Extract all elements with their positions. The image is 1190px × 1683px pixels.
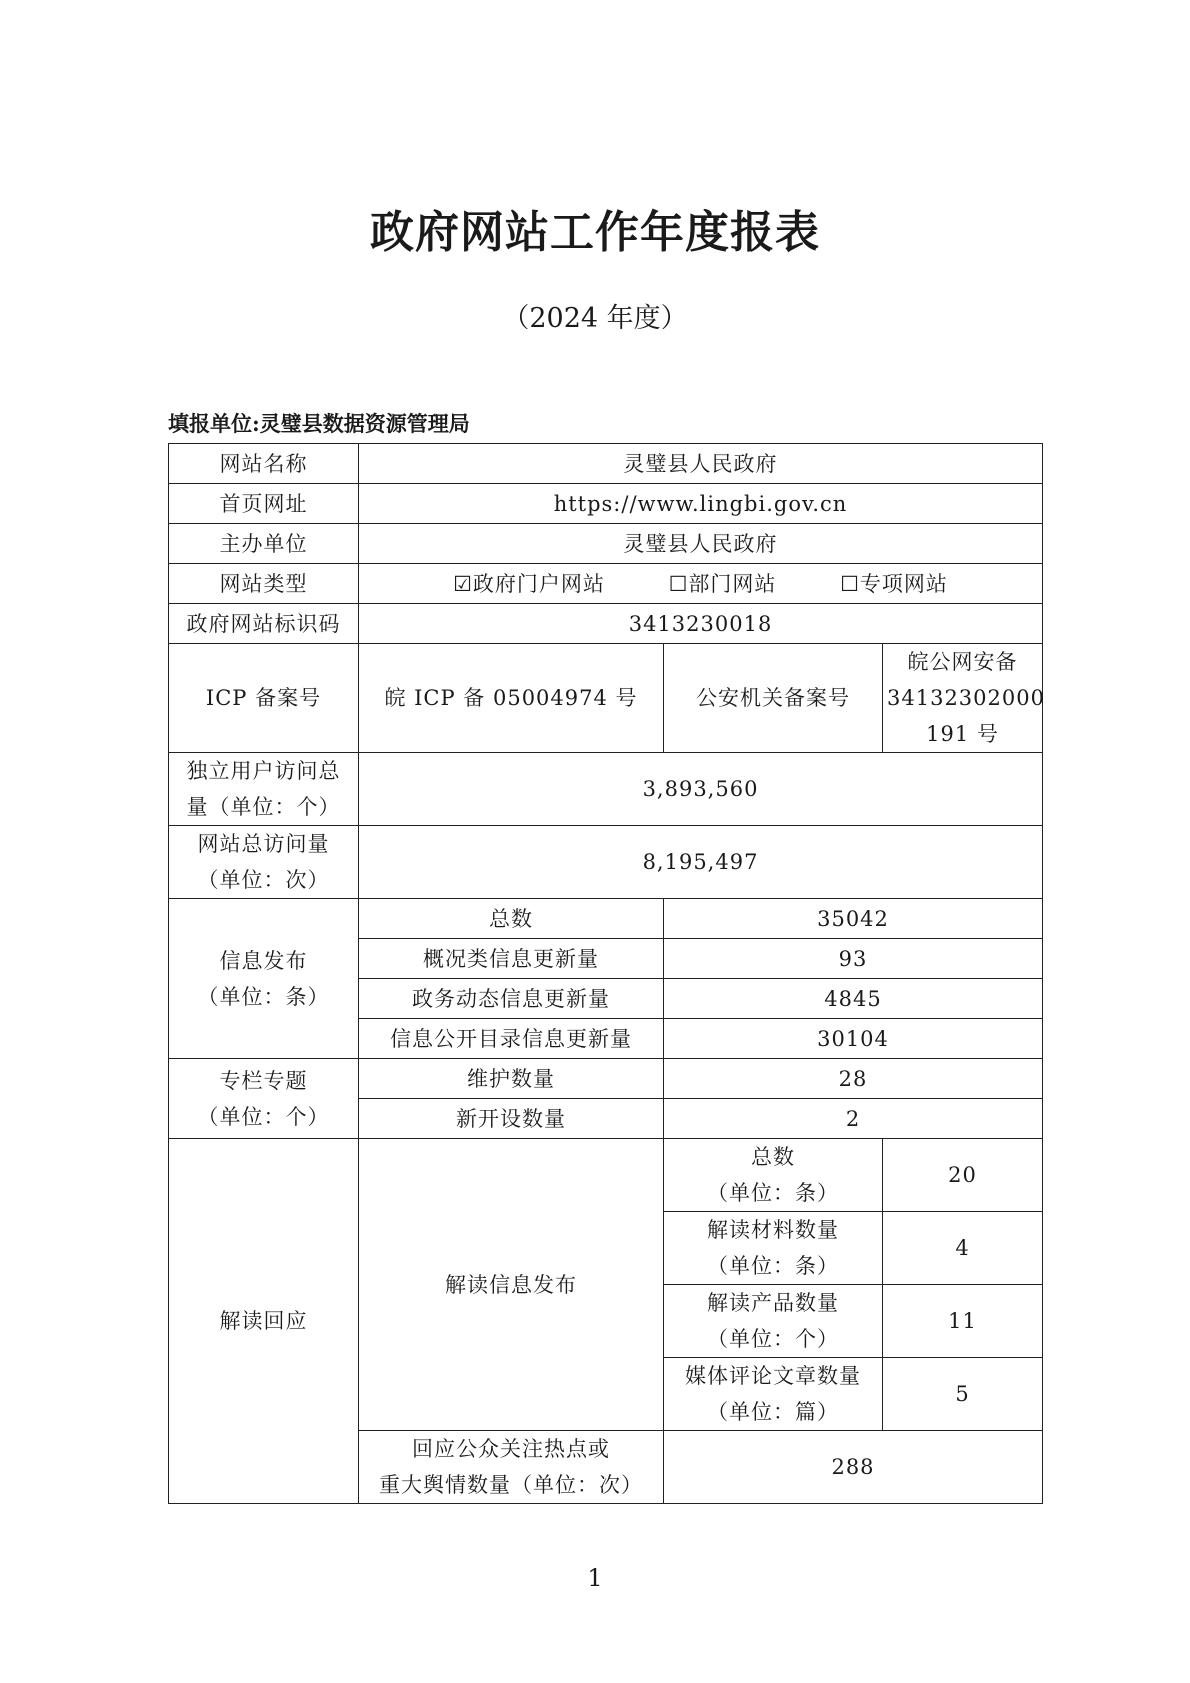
- info-row-label: 概况类信息更新量: [359, 939, 664, 979]
- police-label: 公安机关备案号: [664, 644, 883, 753]
- info-row-value: 35042: [664, 899, 1043, 939]
- info-row-label: 信息公开目录信息更新量: [359, 1019, 664, 1059]
- site-code-label: 政府网站标识码: [169, 604, 359, 644]
- table-row: [169, 604, 1043, 644]
- homepage-value: https://www.lingbi.gov.cn: [359, 484, 1043, 524]
- info-row-label: 总数: [359, 899, 664, 939]
- uv-label: [169, 753, 359, 826]
- table-row: [169, 753, 1043, 826]
- site-type-special-checkbox: ☐专项网站: [840, 571, 948, 596]
- table-row: [169, 444, 1043, 484]
- interpret-row-value: 5: [883, 1358, 1043, 1431]
- column-row-value: 2: [664, 1099, 1043, 1139]
- column-row-label: 维护数量: [359, 1059, 664, 1099]
- response-value: 288: [664, 1431, 1043, 1504]
- table-row: [169, 524, 1043, 564]
- site-code-value: 3413230018: [359, 604, 1043, 644]
- response-label: [359, 1431, 664, 1504]
- police-value: [883, 644, 1043, 753]
- icp-label: ICP 备案号: [169, 644, 359, 753]
- info-label: [169, 899, 359, 1059]
- icp-value: 皖 ICP 备 05004974 号: [359, 644, 664, 753]
- interpret-row-value: 11: [883, 1285, 1043, 1358]
- table-row: [169, 564, 1043, 604]
- info-row-value: 93: [664, 939, 1043, 979]
- interpret-row-label-line: （单位：条）: [707, 1181, 839, 1205]
- column-label: [169, 1059, 359, 1139]
- table-row: [169, 484, 1043, 524]
- police-value-line: 皖公网安备: [907, 650, 1018, 674]
- column-label-line: 专栏专题: [219, 1068, 308, 1093]
- pv-label-line: 网站总访问量: [197, 832, 330, 856]
- homepage-label: 首页网址: [169, 484, 359, 524]
- interpret-row-value: 20: [883, 1139, 1043, 1212]
- police-value-line: 34132302000: [887, 686, 1045, 710]
- site-name-label: 网站名称: [169, 444, 359, 484]
- table-row: [169, 899, 1043, 939]
- page-title: 政府网站工作年度报表: [370, 207, 820, 258]
- site-type-label: 网站类型: [169, 564, 359, 604]
- sponsor-value: 灵璧县人民政府: [359, 524, 1043, 564]
- response-label-line: 回应公众关注热点或: [412, 1437, 610, 1461]
- column-label-line: （单位：个）: [197, 1104, 330, 1129]
- info-row-value: 4845: [664, 979, 1043, 1019]
- uv-label-line: 量（单位：个）: [186, 795, 341, 819]
- site-type-options: [359, 564, 1043, 604]
- page-number: 1: [587, 1564, 603, 1592]
- info-row-value: 30104: [664, 1019, 1043, 1059]
- table-row: [169, 644, 1043, 753]
- table-row: [169, 826, 1043, 899]
- report-year: （2024 年度）: [502, 303, 688, 334]
- interpret-row-label: [664, 1212, 883, 1285]
- info-label-line: 信息发布: [219, 948, 308, 973]
- sponsor-label: 主办单位: [169, 524, 359, 564]
- interpret-row-label-line: 媒体评论文章数量: [685, 1364, 861, 1388]
- interpret-row-label: [664, 1139, 883, 1212]
- interpret-row-label-line: 解读产品数量: [707, 1291, 839, 1315]
- interpret-row-label-line: （单位：个）: [707, 1327, 839, 1351]
- interpret-row-label-line: （单位：篇）: [707, 1400, 839, 1424]
- pv-label-line: （单位：次）: [197, 868, 330, 892]
- interpret-publish-label: 解读信息发布: [359, 1139, 664, 1431]
- interpret-row-label: [664, 1358, 883, 1431]
- pv-value: 8,195,497: [359, 826, 1043, 899]
- interpret-row-label-line: 解读材料数量: [707, 1218, 839, 1242]
- info-label-line: （单位：条）: [197, 984, 330, 1009]
- column-row-label: 新开设数量: [359, 1099, 664, 1139]
- interpret-row-label: [664, 1285, 883, 1358]
- pv-label: [169, 826, 359, 899]
- response-label-line: 重大舆情数量（单位：次）: [379, 1473, 643, 1497]
- info-row-label: 政务动态信息更新量: [359, 979, 664, 1019]
- interpret-row-label-line: （单位：条）: [707, 1254, 839, 1278]
- table-row: [169, 1059, 1043, 1099]
- interpret-label: 解读回应: [169, 1139, 359, 1504]
- site-name-value: 灵璧县人民政府: [359, 444, 1043, 484]
- interpret-row-value: 4: [883, 1212, 1043, 1285]
- filler-unit: 填报单位:灵璧县数据资源管理局: [168, 411, 470, 436]
- column-row-value: 28: [664, 1059, 1043, 1099]
- site-type-department-checkbox: ☐部门网站: [668, 571, 777, 596]
- site-type-portal-checkbox: ☑政府门户网站: [453, 571, 605, 596]
- uv-value: 3,893,560: [359, 753, 1043, 826]
- uv-label-line: 独立用户访问总: [186, 759, 341, 783]
- table-row: [169, 1139, 1043, 1212]
- police-value-line: 191 号: [926, 722, 999, 746]
- interpret-row-label-line: 总数: [751, 1145, 795, 1169]
- report-table: [168, 443, 1043, 1504]
